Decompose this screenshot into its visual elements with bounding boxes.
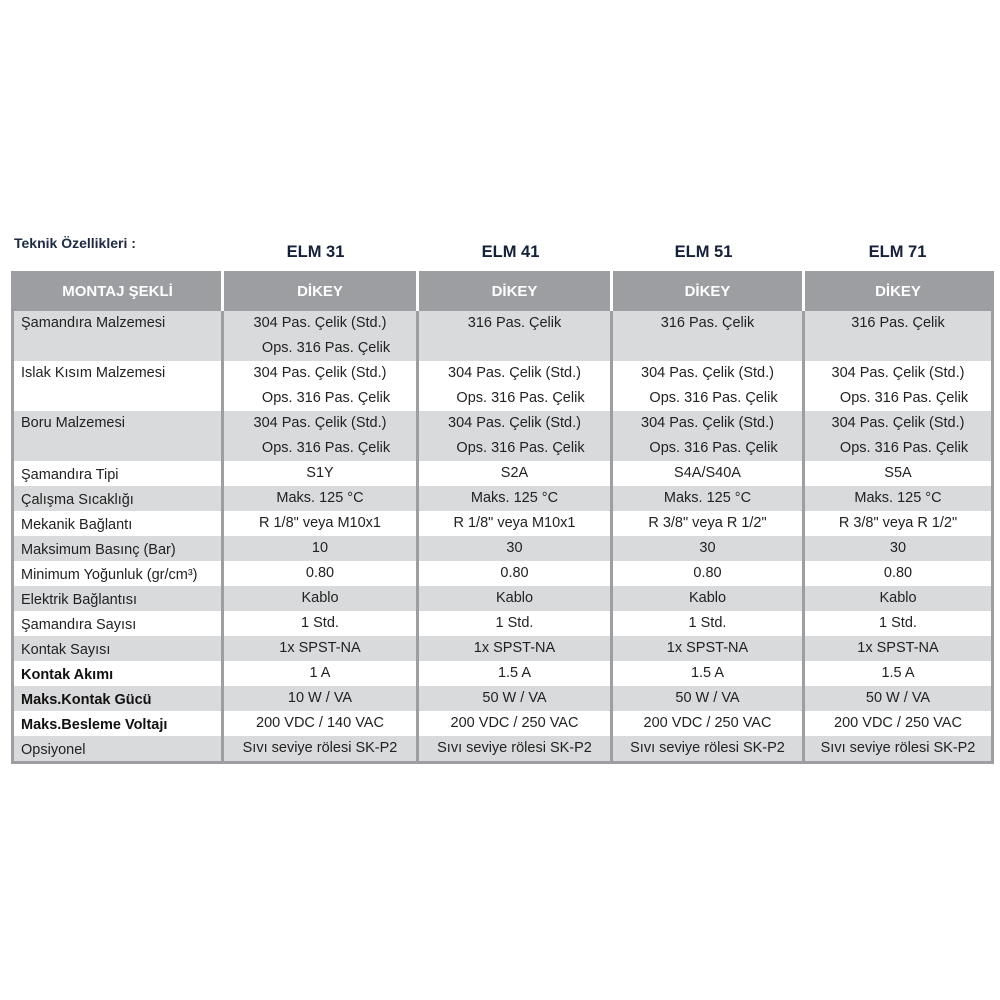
row-value: Kablo	[221, 586, 416, 611]
row-label: Boru Malzemesi	[21, 415, 125, 431]
row-value: Kablo	[802, 586, 991, 611]
value-line: Ops. 316 Pas. Çelik	[261, 440, 391, 456]
row-value	[416, 361, 610, 411]
value-line: Ops. 316 Pas. Çelik	[649, 440, 778, 456]
row-value: Maks. 125 °C	[416, 486, 610, 511]
row-value	[221, 311, 416, 361]
table-row	[14, 511, 991, 536]
row-label: Opsiyonel	[21, 742, 86, 758]
row-value: 1x SPST-NA	[610, 636, 802, 661]
header-value: DİKEY	[221, 271, 416, 311]
value-line: 304 Pas. Çelik (Std.)	[253, 365, 387, 381]
row-label: Mekanik Bağlantı	[21, 517, 133, 533]
table-body	[14, 311, 991, 761]
value-line: Ops. 316 Pas. Çelik	[839, 390, 969, 406]
row-value: 50 W / VA	[610, 686, 802, 711]
row-value: Maks. 125 °C	[610, 486, 802, 511]
row-value	[610, 361, 802, 411]
table-row	[14, 561, 991, 586]
row-value: S5A	[802, 461, 991, 486]
row-label: Maksimum Basınç (Bar)	[21, 542, 176, 558]
row-value: 30	[610, 536, 802, 561]
model-heading: ELM 41	[481, 243, 540, 261]
row-value: R 3/8" veya R 1/2"	[610, 511, 802, 536]
row-value: R 3/8" veya R 1/2"	[802, 511, 991, 536]
value-line	[506, 336, 522, 361]
row-value: 1 Std.	[221, 611, 416, 636]
value-line: Ops. 316 Pas. Çelik	[261, 390, 391, 406]
row-value: 0.80	[802, 561, 991, 586]
row-value: Sıvı seviye rölesi SK-P2	[802, 736, 991, 761]
value-line	[699, 336, 715, 361]
row-value: 50 W / VA	[802, 686, 991, 711]
row-value: 200 VDC / 140 VAC	[221, 711, 416, 736]
row-value: R 1/8" veya M10x1	[416, 511, 610, 536]
row-value: 30	[416, 536, 610, 561]
table-row	[14, 711, 991, 736]
value-line: 304 Pas. Çelik (Std.)	[253, 315, 387, 331]
table-row	[14, 536, 991, 561]
row-value	[802, 311, 991, 361]
row-value: 200 VDC / 250 VAC	[610, 711, 802, 736]
row-value: Maks. 125 °C	[802, 486, 991, 511]
table-row	[14, 411, 991, 461]
row-label: Kontak Akımı	[21, 667, 114, 683]
table-row	[14, 461, 991, 486]
row-label: Maks.Kontak Gücü	[21, 692, 152, 708]
row-value: Sıvı seviye rölesi SK-P2	[221, 736, 416, 761]
row-value: Kablo	[416, 586, 610, 611]
value-line: 316 Pas. Çelik	[660, 315, 755, 331]
row-value: 50 W / VA	[416, 686, 610, 711]
table-row	[14, 636, 991, 661]
row-value: S1Y	[221, 461, 416, 486]
row-label: Kontak Sayısı	[21, 642, 111, 658]
value-line: 304 Pas. Çelik (Std.)	[448, 365, 581, 381]
value-line: Ops. 316 Pas. Çelik	[839, 440, 969, 456]
row-label: Minimum Yoğunluk (gr/cm³)	[21, 567, 198, 583]
value-line: Ops. 316 Pas. Çelik	[261, 340, 391, 356]
value-line: 304 Pas. Çelik (Std.)	[448, 415, 581, 431]
row-value: 1.5 A	[610, 661, 802, 686]
row-label: Şamandıra Sayısı	[21, 617, 137, 633]
row-value: 1x SPST-NA	[416, 636, 610, 661]
row-value: 30	[802, 536, 991, 561]
row-value: 1x SPST-NA	[221, 636, 416, 661]
row-value: 10	[221, 536, 416, 561]
row-value: 0.80	[610, 561, 802, 586]
table-row	[14, 661, 991, 686]
row-label: Çalışma Sıcaklığı	[21, 492, 134, 508]
header-value: DİKEY	[610, 271, 802, 311]
value-line: 316 Pas. Çelik	[851, 315, 945, 331]
row-value: 1x SPST-NA	[802, 636, 991, 661]
row-value: Maks. 125 °C	[221, 486, 416, 511]
value-line: Ops. 316 Pas. Çelik	[456, 390, 585, 406]
row-value: 1.5 A	[416, 661, 610, 686]
row-value	[610, 411, 802, 461]
header-value: DİKEY	[802, 271, 991, 311]
table-row	[14, 361, 991, 411]
header-value: DİKEY	[416, 271, 610, 311]
model-heading: ELM 71	[868, 243, 927, 261]
table-row	[14, 611, 991, 636]
table-row	[14, 311, 991, 361]
value-line: 316 Pas. Çelik	[467, 315, 562, 331]
row-value: S2A	[416, 461, 610, 486]
row-value	[416, 411, 610, 461]
row-label: Islak Kısım Malzemesi	[21, 365, 166, 381]
row-value	[221, 411, 416, 461]
row-value	[802, 361, 991, 411]
row-value	[610, 311, 802, 361]
row-value: 1 Std.	[610, 611, 802, 636]
row-value: 0.80	[416, 561, 610, 586]
value-line: 304 Pas. Çelik (Std.)	[253, 415, 387, 431]
row-label: Şamandıra Tipi	[21, 467, 119, 483]
value-line	[890, 336, 906, 361]
table-row	[14, 686, 991, 711]
row-value: 1 Std.	[802, 611, 991, 636]
row-label: Maks.Besleme Voltajı	[21, 717, 168, 733]
row-value	[416, 311, 610, 361]
row-value: Kablo	[610, 586, 802, 611]
table-row	[14, 586, 991, 611]
row-label: Şamandıra Malzemesi	[21, 315, 166, 331]
row-label: Elektrik Bağlantısı	[21, 592, 138, 608]
table-row	[14, 486, 991, 511]
row-value: 1.5 A	[802, 661, 991, 686]
spec-table	[11, 271, 994, 764]
value-line: Ops. 316 Pas. Çelik	[456, 440, 585, 456]
row-value: 10 W / VA	[221, 686, 416, 711]
row-value: Sıvı seviye rölesi SK-P2	[416, 736, 610, 761]
value-line: 304 Pas. Çelik (Std.)	[831, 415, 965, 431]
row-value: 200 VDC / 250 VAC	[416, 711, 610, 736]
row-value: R 1/8" veya M10x1	[221, 511, 416, 536]
row-value: S4A/S40A	[610, 461, 802, 486]
row-value: 1 A	[221, 661, 416, 686]
row-value: 200 VDC / 250 VAC	[802, 711, 991, 736]
row-value: 0.80	[221, 561, 416, 586]
row-value: 1 Std.	[416, 611, 610, 636]
value-line: 304 Pas. Çelik (Std.)	[831, 365, 965, 381]
row-value	[802, 411, 991, 461]
model-heading: ELM 31	[286, 243, 345, 261]
value-line: 304 Pas. Çelik (Std.)	[641, 365, 774, 381]
table-row	[14, 736, 991, 761]
row-value: Sıvı seviye rölesi SK-P2	[610, 736, 802, 761]
spec-title: Teknik Özellikleri :	[14, 235, 136, 251]
value-line: 304 Pas. Çelik (Std.)	[641, 415, 774, 431]
table-header-row	[14, 271, 991, 311]
row-value	[221, 361, 416, 411]
value-line: Ops. 316 Pas. Çelik	[649, 390, 778, 406]
model-heading: ELM 51	[674, 243, 733, 261]
header-label: MONTAJ ŞEKLİ	[62, 282, 173, 300]
